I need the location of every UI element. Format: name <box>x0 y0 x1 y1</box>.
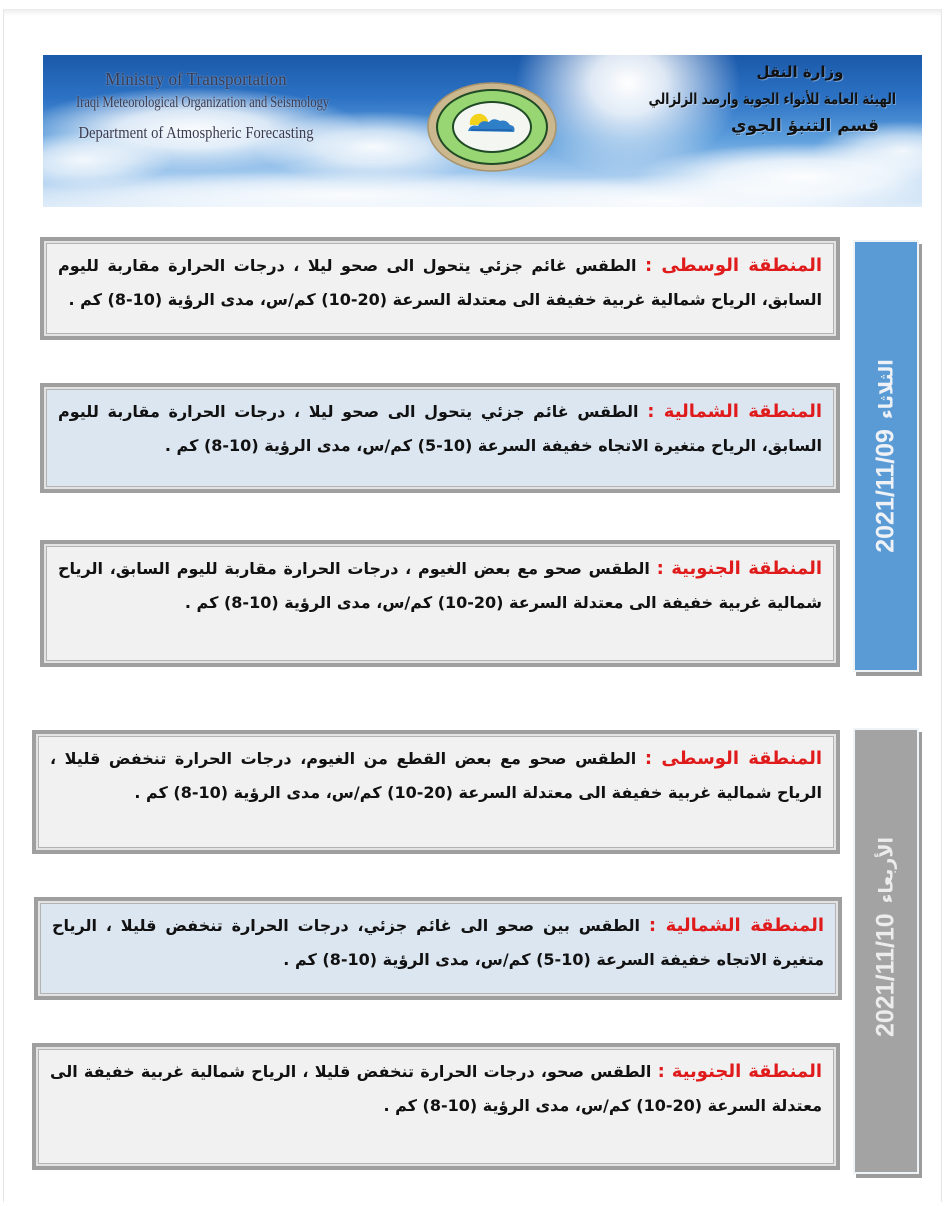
region-label: المنطقة الشمالية : <box>648 915 825 936</box>
region-forecast <box>44 387 836 469</box>
forecast-date: 2021/11/09 <box>871 429 900 553</box>
ministry-title-arabic: وزارة النقل <box>756 63 844 81</box>
forecast-box-north-day1 <box>40 383 840 493</box>
region-label: المنطقة الشمالية : <box>647 401 822 422</box>
ministry-title-english: Ministry of Transportation <box>105 69 287 89</box>
region-forecast <box>38 901 838 983</box>
organization-title-english: Iraqi Meteorological Organization and Seismology <box>76 94 329 111</box>
region-label: المنطقة الوسطى : <box>644 748 823 769</box>
date-panel-day1 <box>853 240 919 672</box>
forecast-box-central-day1 <box>40 237 840 340</box>
region-forecast <box>36 734 836 816</box>
organization-seal-icon <box>426 81 558 173</box>
region-label: المنطقة الجنوبية : <box>656 558 822 579</box>
region-forecast <box>44 241 836 323</box>
region-body: الطقس صحو مع بعض القطع من الغيوم، درجات الحرارة تنخفض قليلا ، الرياح شمالية غربية خفيفة الى معتدلة السرعة (20-10) كم/س، مدى الرؤية (10-8) كم . <box>50 749 822 802</box>
forecast-box-south-day1 <box>40 540 840 667</box>
forecast-box-south-day2 <box>32 1043 840 1170</box>
region-body: الطقس بين صحو الى غائم جزئي، درجات الحرارة تنخفض قليلا ، الرياح متغيرة الاتجاه خفيفة السرعة (10-5) كم/س، مدى الرؤية (10-8) كم . <box>52 916 824 969</box>
forecast-day-name: الأربعاء <box>875 836 897 904</box>
forecast-box-north-day2 <box>34 897 842 1000</box>
region-body: الطقس غائم جزئي يتحول الى صحو ليلا ، درجات الحرارة مقاربة لليوم السابق، الرياح شمالية غربية خفيفة الى معتدلة السرعة (20-10) كم/س، مدى الرؤية (10-8) كم . <box>58 256 822 309</box>
region-body: الطقس صحو، درجات الحرارة تنخفض قليلا ، الرياح شمالية غربية خفيفة الى معتدلة السرعة (20-10) كم/س، مدى الرؤية (10-8) كم . <box>50 1062 822 1115</box>
date-label <box>872 837 901 1037</box>
region-label: المنطقة الجنوبية : <box>657 1061 822 1082</box>
organization-title-arabic: الهيئة العامة للأنواء الجوية وارصد الزلزالي <box>648 90 896 108</box>
forecast-day-name: الثلاثاء <box>875 359 897 420</box>
region-forecast <box>36 1047 836 1129</box>
region-forecast <box>44 544 836 626</box>
region-body: الطقس غائم جزئي يتحول الى صحو ليلا ، درجات الحرارة مقاربة لليوم السابق، الرياح متغيرة الاتجاه خفيفة السرعة (10-5) كم/س، مدى الرؤية (10-8) كم . <box>58 402 822 455</box>
date-panel-day2 <box>853 728 919 1174</box>
department-title-arabic: قسم التنبؤ الجوي <box>731 116 879 136</box>
date-label <box>872 359 901 553</box>
forecast-date: 2021/11/10 <box>871 913 900 1038</box>
region-label: المنطقة الوسطى : <box>645 255 823 276</box>
forecast-box-central-day2 <box>32 730 840 854</box>
region-body: الطقس صحو مع بعض الغيوم ، درجات الحرارة مقاربة لليوم السابق، الرياح شمالية غربية خفيفة الى معتدلة السرعة (20-10) كم/س، مدى الرؤية (10-8) كم . <box>58 559 822 612</box>
header-banner <box>43 55 922 207</box>
department-title-english: Department of Atmospheric Forecasting <box>78 123 314 142</box>
